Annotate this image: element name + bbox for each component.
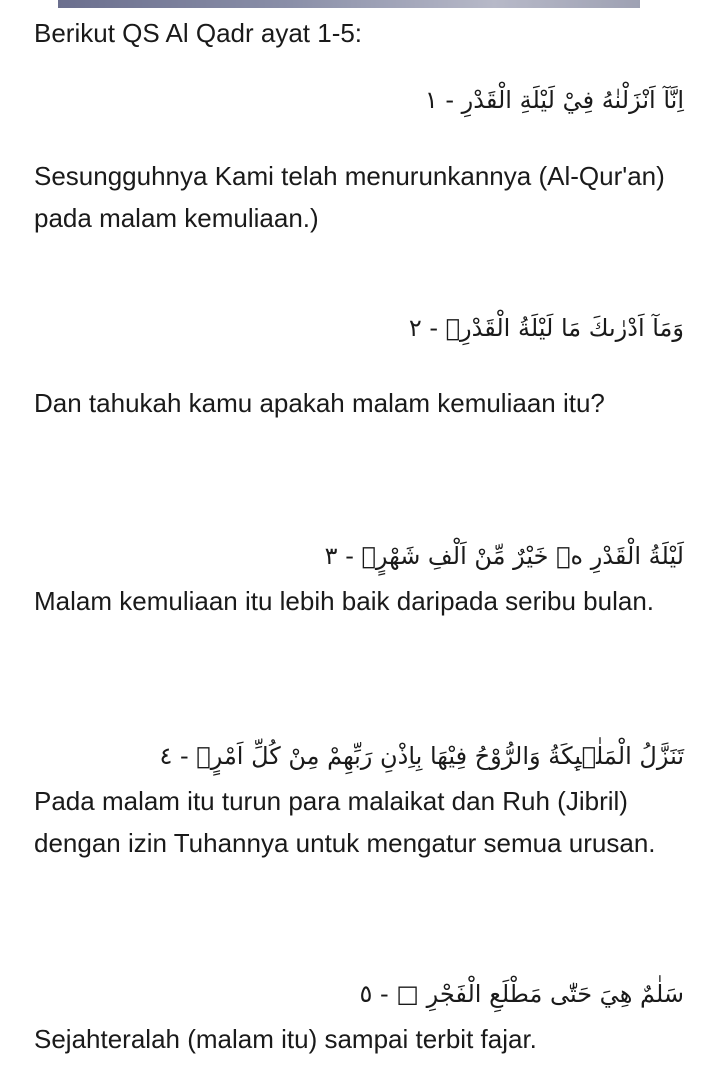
verse-5-arabic: سَلٰمٌ هِيَ حَتّٰى مَطْلَعِ الْفَجْرِ □ - ٥ <box>359 980 684 1008</box>
verse-5-translation: Sejahteralah (malam itu) sampai terbit fajar. <box>34 1024 537 1054</box>
verse-3-arabic: لَيْلَةُ الْقَدْرِ ەۙ خَيْرٌ مِّنْ اَلْفِ شَهْرٍۗ - ٣ <box>324 542 684 570</box>
verse-2-arabic: وَمَآ اَدْرٰىكَ مَا لَيْلَةُ الْقَدْرِۗ - ٢ <box>408 314 684 342</box>
verse-3-translation: Malam kemuliaan itu lebih baik daripada seribu bulan. <box>34 586 655 616</box>
top-edge-strip <box>58 0 640 8</box>
verse-1-arabic: اِنَّآ اَنْزَلْنٰهُ فِيْ لَيْلَةِ الْقَدْرِ - ١ <box>424 86 684 114</box>
verse-4-translation: Pada malam itu turun para malaikat dan Ruh (Jibril) dengan izin Tuhannya untuk mengatur semua urusan. <box>34 786 656 858</box>
verse-2-translation: Dan tahukah kamu apakah malam kemuliaan itu? <box>34 388 605 418</box>
verse-4-arabic: تَنَزَّلُ الْمَلٰۤىِٕكَةُ وَالرُّوْحُ فِيْهَا بِاِذْنِ رَبِّهِمْ مِنْ كُلِّ اَمْرٍۛ - ٤ <box>159 742 684 770</box>
page-heading: Berikut QS Al Qadr ayat 1-5: <box>34 18 363 48</box>
verse-1-translation: Sesungguhnya Kami telah menurunkannya (Al-Qur'an) pada malam kemuliaan.) <box>34 161 665 233</box>
